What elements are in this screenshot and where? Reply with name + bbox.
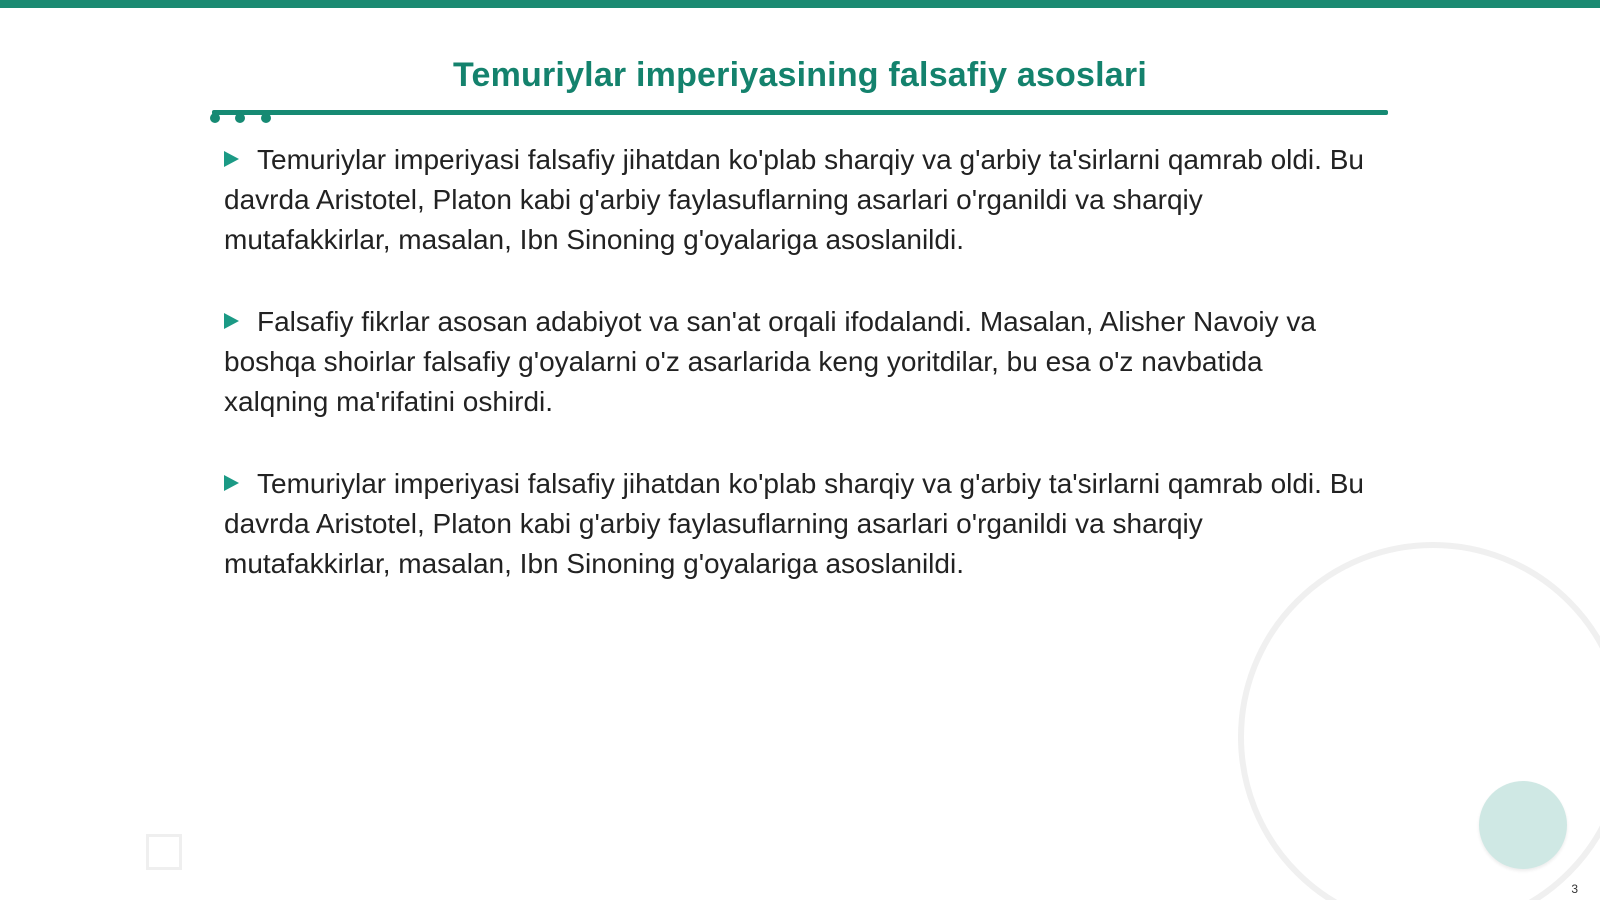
decor-dot: [261, 113, 271, 123]
bullet-text: Falsafiy fikrlar asosan adabiyot va san'at orqali ifodalandi. Masalan, Alisher Navoiy va boshqa shoirlar falsafiy g'oyalarni o'z asarlarida keng yoritdilar, bu esa o'z navbatida xalqning ma'rifatini oshirdi.: [224, 306, 1316, 417]
bullet-text: Temuriylar imperiyasi falsafiy jihatdan ko'plab sharqiy va g'arbiy ta'sirlarni qamrab oldi. Bu davrda Aristotel, Platon kabi g'arbiy faylasuflarning asarlari o'rganildi va sharqiy mutafakkirlar, masalan, Ibn Sinoning g'oyalariga asoslanildi.: [224, 468, 1364, 579]
bullet-item: [224, 140, 1374, 260]
bullet-list: [224, 140, 1374, 626]
slide-title: Temuriylar imperiyasining falsafiy asoslari: [453, 56, 1147, 94]
decor-dot: [235, 113, 245, 123]
bullet-item: [224, 464, 1374, 584]
top-accent-bar: [0, 0, 1600, 8]
triangle-right-icon: [224, 475, 239, 491]
triangle-right-icon: [224, 313, 239, 329]
title-underline: [212, 110, 1388, 115]
page-number: 3: [1571, 882, 1578, 896]
decor-dot: [210, 113, 220, 123]
bullet-item: [224, 302, 1374, 422]
triangle-right-icon: [224, 151, 239, 167]
decor-square: [146, 834, 182, 870]
decor-circle-filled: [1479, 781, 1567, 869]
bullet-text: Temuriylar imperiyasi falsafiy jihatdan ko'plab sharqiy va g'arbiy ta'sirlarni qamrab oldi. Bu davrda Aristotel, Platon kabi g'arbiy faylasuflarning asarlari o'rganildi va sharqiy mutafakkirlar, masalan, Ibn Sinoning g'oyalariga asoslanildi.: [224, 144, 1364, 255]
